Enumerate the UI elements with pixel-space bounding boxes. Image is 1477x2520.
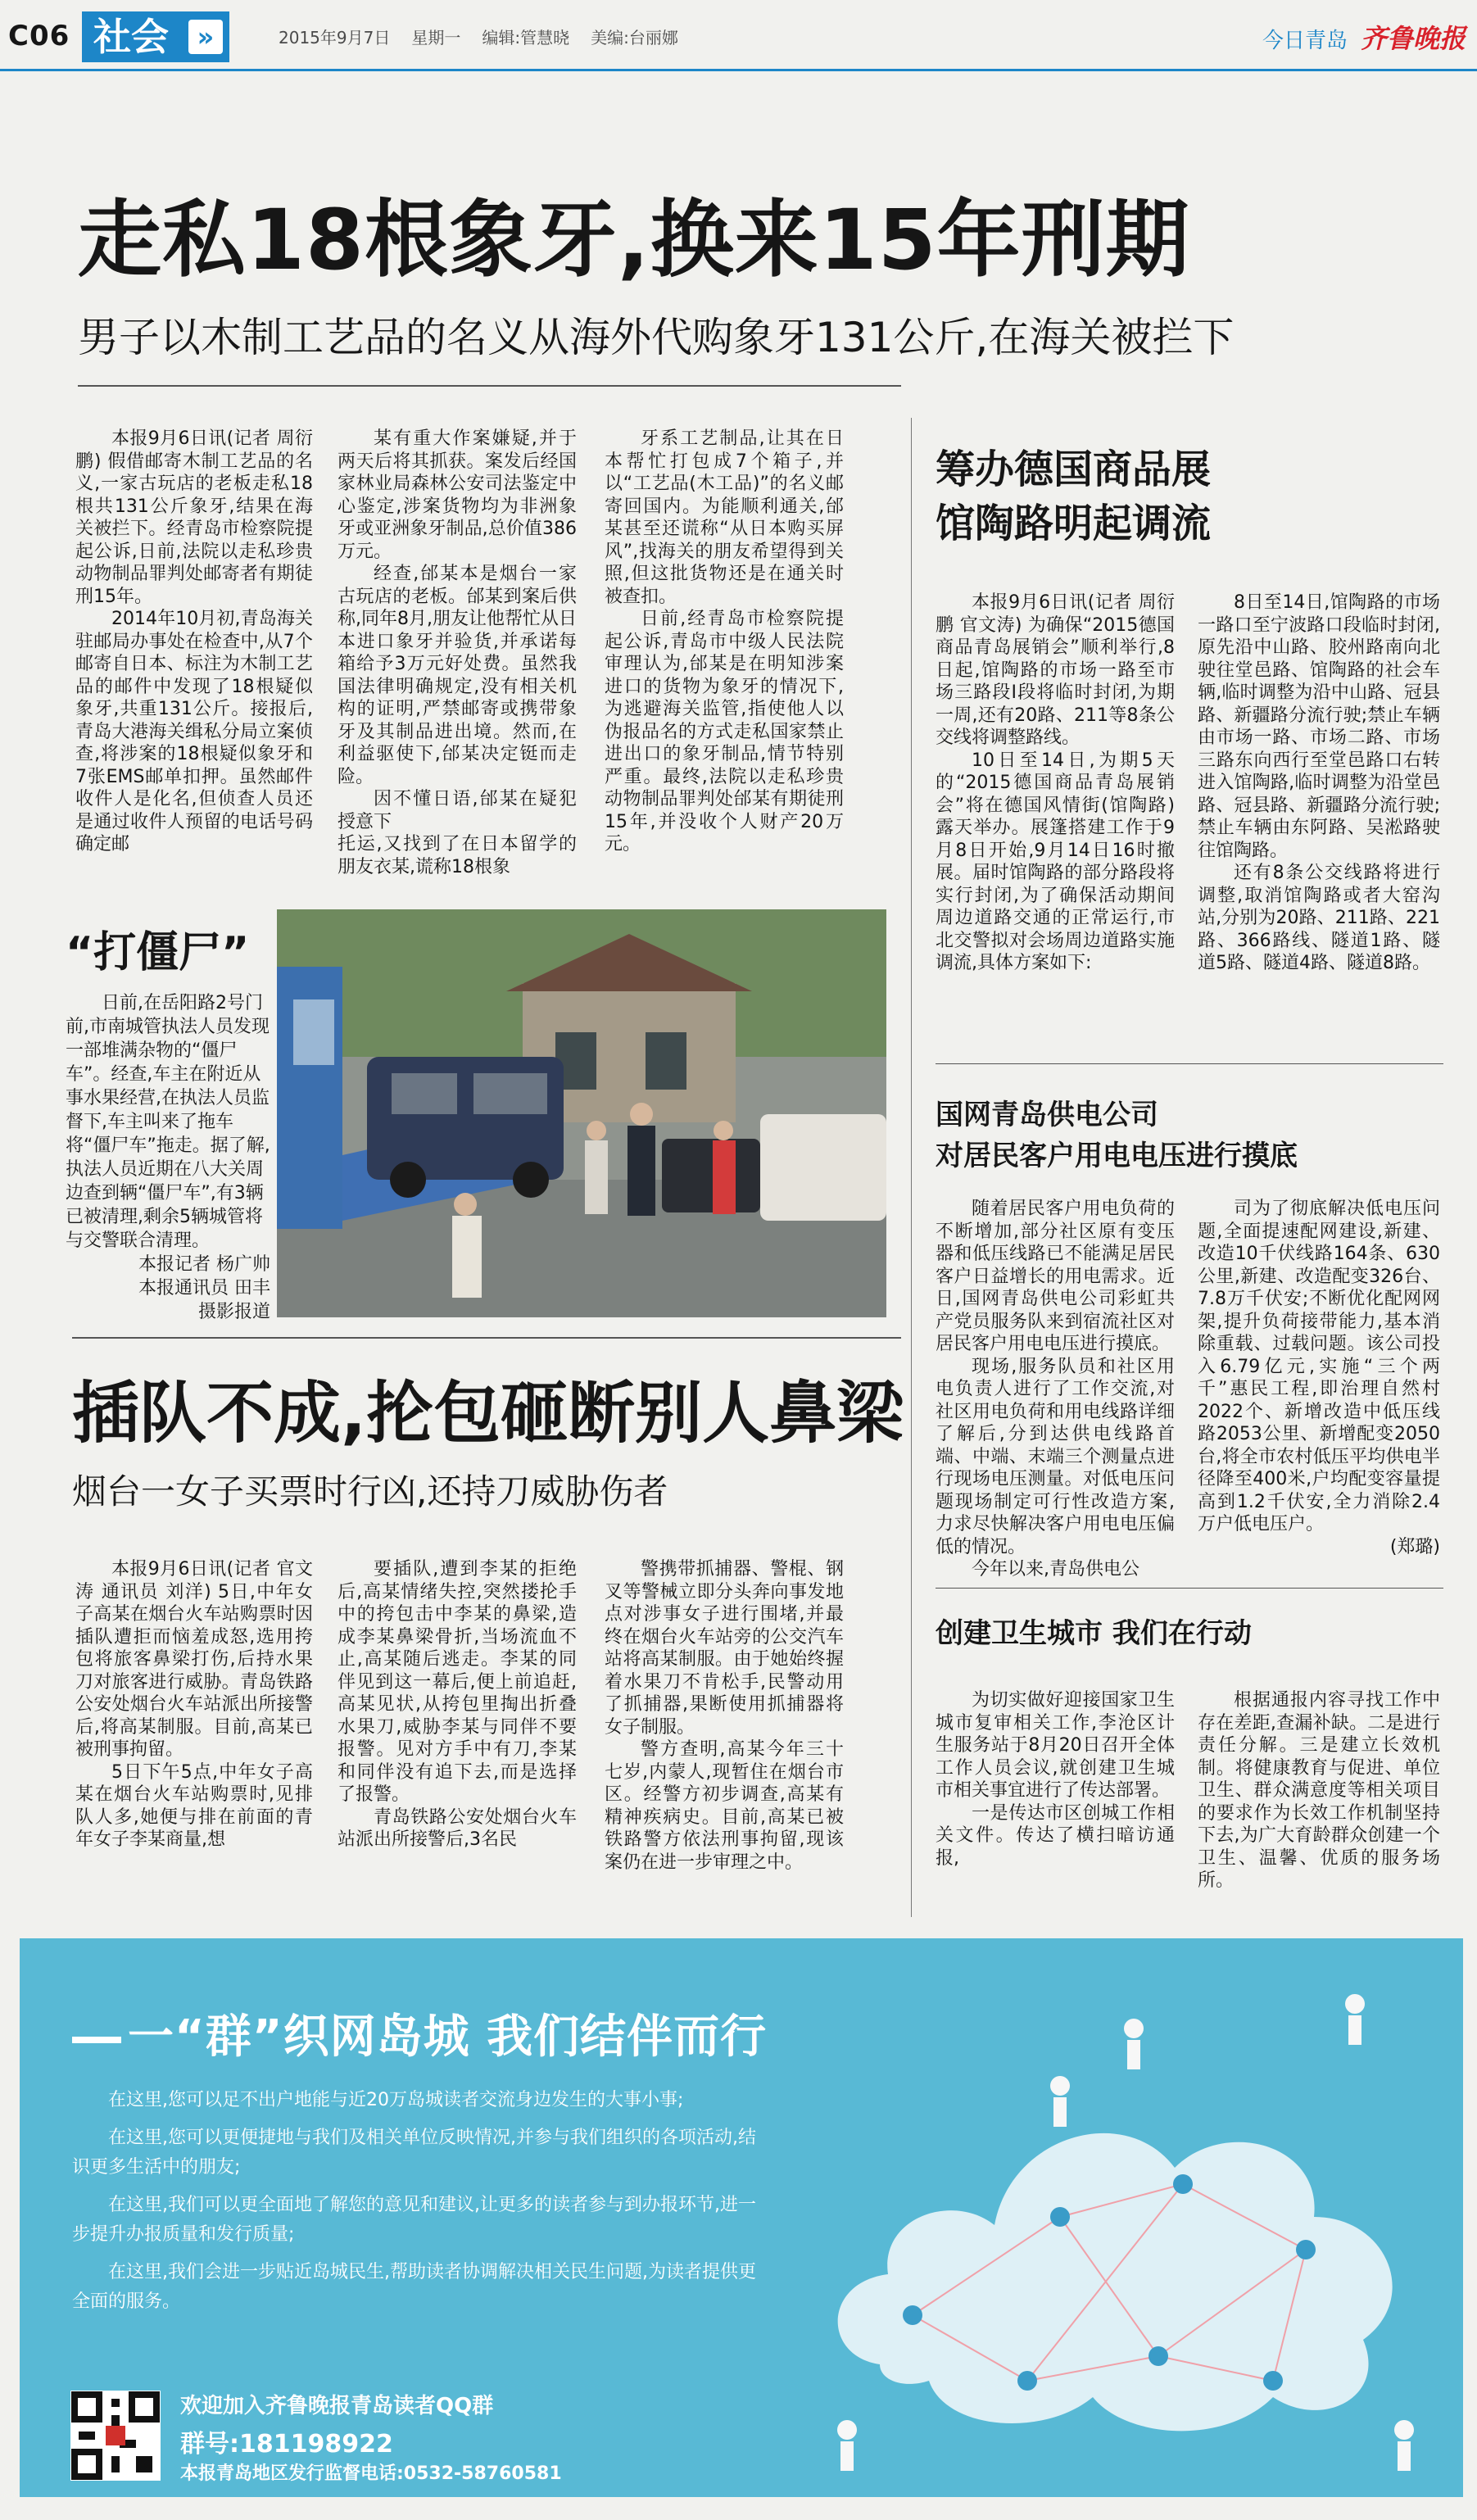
lead-paragraph: 经查,邰某本是烟台一家古玩店的老板。邰某到案后供称,同年8月,朋友让他帮忙从日本进口象牙并验货,并承诺每箱给予3万元好处费。虽然我国法律明确规定,没有相关机构的证明,严禁邮寄或携带象牙及其制品进出境。然而,在利益驱使下,邰某决定铤而走险。 (338, 564, 577, 787)
knife-paragraph: 5日下午5点,中年女子高某在烟台火车站购票时,见排队人多,她便与排在前面的青年女子李某商量,想 (75, 1761, 313, 1850)
ad-body (72, 2086, 768, 2325)
lead-paragraph: 本报9月6日讯(记者 周衍鹏) 假借邮寄木制工艺品的名义,一家古玩店的老板走私18根共131公斤象牙,结果在海关被拦下。经青岛市检察院提起公诉,日前,法院以走私珍贵动物制品罪判处邮寄者有期徒刑15年。 (75, 428, 313, 607)
photo-credit: 摄影报道 (197, 1302, 270, 1322)
lead-rule (78, 385, 901, 387)
column-name: 今日青岛 (1262, 29, 1348, 53)
lead-paragraph: 牙系工艺制品,让其在日本帮忙打包成7个箱子,并以“工艺品(木工品)”的名义邮寄回国内。为能顺利通关,邰某甚至还谎称“从日本购买屏风”,找海关的朋友希望得到关照,但这批货物还是在通关时被查扣。 (605, 428, 844, 607)
knife-paragraph: 要插队,遭到李某的拒绝后,高某情绪失控,突然搂抡手中的挎包击中李某的鼻梁,造成李某鼻梁骨折,当场流血不止,高某随后逃走。李某的同伴见到这一幕后,便上前追赶,高某见状,从挎包里掏出折叠水果刀,威胁李某与同伴不要报警。见对方手中有刀,李某和同伴没有追下去,而是选择了报警。 (338, 1559, 577, 1805)
knife-paragraph: 警方查明,高某今年三十七岁,内蒙人,现暂住在烟台市区。经警方初步调查,高某有精神疾病史。目前,高某已被铁路警方依法刑事拘留,现该案仍在进一步审理之中。 (605, 1739, 844, 1873)
knife-paragraph: 青岛铁路公安处烟台火车站派出所接警后,3名民 (338, 1806, 577, 1850)
photo-caption (66, 991, 270, 1324)
knife-paragraph: 本报9月6日讯(记者 官文涛 通讯员 刘洋) 5日,中年女子高某在烟台火车站购票时因插队遭拒而恼羞成怒,选用挎包将旅客鼻梁打伤,后持水果刀对旅客进行威胁。青岛铁路公安处烟台火车站派出所接警后,将高某制服。目前,高某已被刑事拘留。 (75, 1559, 313, 1760)
cloud-network-illustration (814, 1971, 1453, 2487)
lead-paragraph: 2014年10月初,青岛海关驻邮局办事处在检查中,从7个邮寄自日本、标注为木制工艺品的邮件中发现了18根疑似象牙,共重131公斤。接报后,青岛大港海关缉私分局立案侦查,将涉案的18根疑似象牙和7张EMS邮单扣押。虽然邮件收件人是化名,但侦查人员还是通过收件人预留的电话号码确定邮 (75, 609, 313, 854)
lead-subheadline: 男子以木制工艺品的名义从海外代购象牙131公斤,在海关被拦下 (78, 314, 1235, 361)
lead-paragraph: 日前,经青岛市检察院提起公诉,青岛市中级人民法院审理认为,邰某是在明知涉案进口的货物为象牙的情况下,为逃避海关监管,指使他人以伪报品名的方式走私国家禁止进出口的象牙制品,情节特别严重。最终,法院以走私珍贵动物制品罪判处邰某有期徒刑15年,并没收个人财产20万元。 (605, 609, 844, 854)
ad-join-line: 欢迎加入齐鲁晚报青岛读者QQ群 (180, 2394, 494, 2418)
knife-paragraph: 警携带抓捕器、警棍、钢叉等警械立即分头奔向事发地点对涉事女子进行围堵,并最终在烟台火车站旁的公交汽车站将高某制服。由于她始终握着水果刀不肯松手,民警动用了抓捕器,果断使用抓捕器将女子制服。 (605, 1559, 844, 1738)
ad-headline (72, 2001, 767, 2066)
exhibit-paragraph: 还有8条公交线路将进行调整,取消馆陶路或者大窑沟站,分别为20路、211路、221路、366路线、隧道1路、隧道5路、隧道4路、隧道8路。 (1198, 863, 1440, 973)
exhibit-paragraph: 8日至14日,馆陶路的市场一路口至宁波路口段临时封闭,原先沿中山路、胶州路南向北驶往堂邑路、馆陶路的社会车辆,临时调整为沿中山路、冠县路、新疆路分流行驶;禁止车辆由市场一路、市场二路、市场三路东向西行至堂邑路口右转进入馆陶路,临时调整为沿堂邑路、冠县路、新疆路分流行驶;禁止车辆由东阿路、吴淞路驶往馆陶路。 (1198, 592, 1440, 861)
column-divider (911, 418, 912, 1917)
qq-group-ad (20, 1938, 1463, 2497)
section-label: 社会 (93, 15, 169, 59)
photo-credit: 本报记者 杨广帅 (138, 1254, 270, 1275)
ad-paragraph: 在这里,我们会进一步贴近岛城民生,帮助读者协调解决相关民生问题,为读者提供更全面的服务。 (72, 2262, 756, 2312)
health-paragraph: 一是传达市区创城工作相关文件。传达了横扫暗访通报, (936, 1802, 1175, 1869)
health-column-1 (936, 1689, 1175, 1870)
lead-paragraph-cont: 托运,又找到了在日本留学的朋友衣某,谎称18根象 (338, 834, 577, 877)
section-tab (82, 11, 229, 62)
health-paragraph: 根据通报内容寻找工作中存在差距,查漏补缺。二是进行责任分解。三是建立长效机制。将健康教育与促进、单位卫生、群众满意度等相关项目的要求作为长效工作机制坚持下去,为广大育龄群众创建一个卫生、温馨、优质的服务场所。 (1198, 1690, 1440, 1891)
photo-illustration (277, 909, 886, 1317)
knife-column-3 (605, 1558, 844, 1874)
ad-phone: 本报青岛地区发行监督电话:0532-58760581 (180, 2463, 562, 2484)
ad-paragraph: 在这里,您可以足不出户地能与近20万岛城读者交流身边发生的大事小事; (108, 2090, 684, 2110)
exhibit-column-2 (1198, 591, 1440, 975)
knife-top-rule (72, 1337, 901, 1339)
exhibit-headline-line: 馆陶路明起调流 (936, 501, 1212, 546)
knife-subheadline: 烟台一女子买票时行凶,还持刀威胁伤者 (72, 1471, 668, 1512)
lead-column-1 (75, 428, 313, 856)
exhibit-headline-line: 筹办德国商品展 (936, 446, 1212, 492)
power-paragraph: 今年以来,青岛供电公 (972, 1559, 1139, 1580)
ad-paragraph: 在这里,您可以更便捷地与我们及相关单位反映情况,并参与我们组织的各项活动,结识更多生活中的朋友; (72, 2128, 756, 2178)
power-column-1 (936, 1198, 1175, 1581)
exhibit-paragraph: 本报9月6日讯(记者 周衍鹏 官文涛) 为确保“2015德国商品青岛展销会”顺利举行,8日起,馆陶路的市场一路至市场三路段I段将临时封闭,为期一周,还有20路、211等8条公交线将调整路线。 (936, 592, 1175, 748)
qr-code-icon (70, 2391, 161, 2481)
section-rule (936, 1063, 1443, 1064)
knife-column-1 (75, 1558, 313, 1851)
paper-logo: 齐鲁晚报 (1360, 23, 1466, 54)
double-chevron-icon: » (188, 20, 223, 54)
lead-headline: 走私18根象牙,换来15年刑期 (78, 192, 1190, 289)
designer: 美编:台丽娜 (591, 28, 678, 48)
lead-paragraph: 某有重大作案嫌疑,并于两天后将其抓获。案发后经国家林业局森林公安司法鉴定中心鉴定,涉案货物均为非洲象牙或亚洲象牙制品,总价值386万元。 (338, 428, 577, 562)
power-column-2 (1198, 1198, 1440, 1558)
power-byline: (郑璐) (1389, 1536, 1440, 1557)
ad-headline-text: 一“群”织网岛城 我们结伴而行 (128, 2010, 768, 2064)
power-paragraph: 现场,服务队员和社区用电负责人进行了工作交流,对社区用电负荷和用电线路详细了解后,分到达供电线路首端、中端、末端三个测量点进行现场电压测量。对低电压问题现场制定可行性改造方案,力求尽快解决客户用电电压偏低的情况。 (936, 1356, 1175, 1557)
lead-paragraph: 因不懂日语,邰某在疑犯授意下 (338, 789, 577, 832)
masthead-rule (0, 69, 1477, 71)
power-paragraph: 司为了彻底解决低电压问题,全面提速配网建设,新建、改造10千伏线路164条、630公里,新建、改造配变326台、7.8万千伏安;不断优化配网网架,提升负荷接带能力,基本消除重载、过载问题。该公司投入6.79亿元,实施“三个两千”惠民工程,即治理自然村2022个、新增改造中低压线路2053公里、新增配变2050台,将全市农村低压平均供电半径降至400米,户均配变容量提高到1.2千伏安,全力消除2.4万户低电压户。 (1198, 1199, 1440, 1534)
knife-column-2 (338, 1558, 577, 1851)
issue-meta (279, 25, 700, 48)
knife-headline: 插队不成,抡包砸断别人鼻梁 (72, 1375, 904, 1453)
lead-column-2 (338, 428, 577, 878)
issue-weekday: 星期一 (411, 28, 461, 48)
lead-column-3 (605, 428, 844, 856)
photo-caption-title: “打僵尸” (66, 928, 250, 977)
power-paragraph: 随着居民客户用电负荷的不断增加,部分社区原有变压器和低压线路已不能满足居民客户日益增长的用电需求。近日,国网青岛供电公司彩虹共产党员服务队来到宿流社区对居民客户用电电压进行摸底。 (936, 1199, 1175, 1354)
health-headline: 创建卫生城市 我们在行动 (936, 1617, 1252, 1650)
exhibit-column-1 (936, 591, 1175, 975)
health-paragraph: 为切实做好迎接国家卫生城市复审相关工作,李沧区计生服务站于8月20日召开全体工作人员会议,就创建卫生城市相关事宜进行了传达部署。 (936, 1690, 1175, 1801)
editor: 编辑:管慧晓 (482, 28, 570, 48)
page-number: C06 (8, 20, 70, 52)
dash-decoration (72, 2037, 121, 2043)
tow-truck-photo (277, 909, 886, 1317)
ad-group-number: 群号:181198922 (180, 2430, 393, 2459)
power-headline-line: 对居民客户用电电压进行摸底 (936, 1140, 1298, 1172)
qr-pattern (70, 2391, 161, 2481)
caption-text: 日前,在岳阳路2号门前,市南城管执法人员发现一部堆满杂物的“僵尸车”。经查,车主在附近从事水果经营,在执法人员监督下,车主叫来了拖车将“僵尸车”拖走。据了解,执法人员近期在八大关周边查到辆“僵尸车”,有3辆已被清理,剩余5辆城管将与交警联合清理。 (66, 993, 270, 1251)
health-column-2 (1198, 1689, 1440, 1892)
exhibit-headline (936, 442, 1211, 551)
masthead-right (1262, 18, 1466, 56)
issue-date: 2015年9月7日 (279, 28, 391, 48)
photo-credit: 本报通讯员 田丰 (138, 1278, 270, 1299)
ad-paragraph: 在这里,我们可以更全面地了解您的意见和建议,让更多的读者参与到办报环节,进一步提升办报质量和发行质量; (72, 2195, 756, 2245)
section-rule (936, 1588, 1443, 1589)
power-headline-line: 国网青岛供电公司 (936, 1099, 1158, 1131)
exhibit-paragraph: 10日至14日,为期5天的“2015德国商品青岛展销会”将在德国风情街(馆陶路)露天举办。展篷搭建工作于9月8日开始,9月14日16时撤展。届时馆陶路的部分路段将实行封闭,为了确保活动期间周边道路交通的正常运行,市北交警拟对会场周边道路实施调流,具体方案如下: (936, 750, 1175, 973)
power-headline (936, 1095, 1298, 1176)
